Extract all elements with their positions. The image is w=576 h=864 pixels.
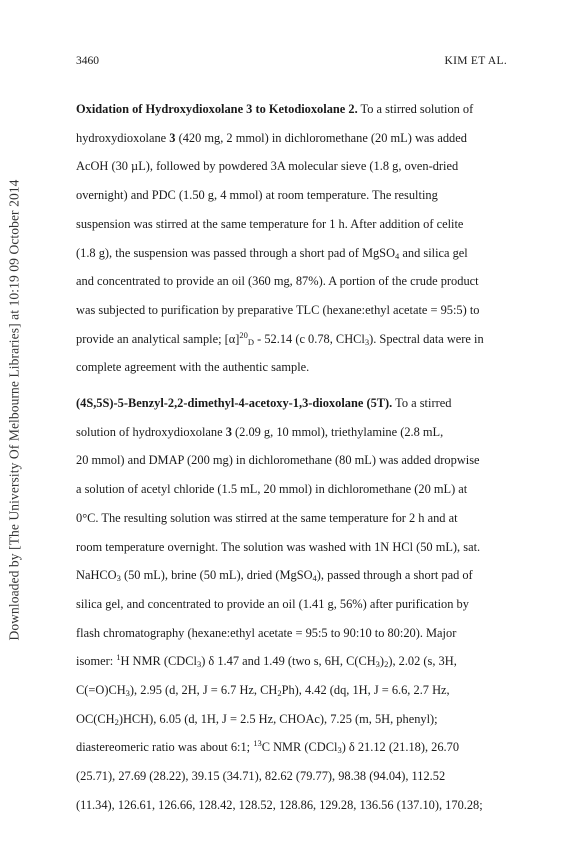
text-line: and concentrated to provide an oil (360 mg, 87%). A portion of the crude product: [76, 274, 479, 289]
text-line: (11.34), 126.61, 126.66, 128.42, 128.52, 128.86, 129.28, 136.56 (137.10), 170.28;: [76, 797, 483, 812]
text-line: was subjected to purification by preparative TLC (hexane:ethyl acetate = 95:5) to: [76, 302, 480, 317]
text-line: isomer: $^1$H NMR (CDCl$_3$) δ 1.47 and 1.49 (two s, 6H, $C(CH_3)_2$), 2.02 (s, 3H,: [76, 652, 457, 670]
text-line: NaHCO$_3$ (50 mL), brine (50 mL), dried (MgSO$_4$), passed through a short pad of: [76, 568, 473, 584]
text-line: hydroxydioxolane 3 (420 mg, 2 mmol) in dichloromethane (20 mL) was added: [76, 130, 467, 145]
text-line: a solution of acetyl chloride (1.5 mL, 20 mmol) in dichloromethane (20 mL) at: [76, 482, 468, 497]
oxidation-paragraph: [76, 95, 508, 382]
text-line: (4S,5S)-5-Benzyl-2,2-dimethyl-4-acetoxy-1,3-dioxolane (5T). To a stirred: [76, 396, 452, 410]
text-line: overnight) and PDC (1.50 g, 4 mmol) at room temperature. The resulting: [76, 188, 438, 203]
download-watermark: [2, 160, 28, 660]
section-heading: Oxidation of Hydroxydioxolane 3 to Ketodioxolane 2.: [76, 102, 358, 116]
text-line: diastereomeric ratio was about 6:1; $^{13}$C NMR (CDCl$_3$) δ 21.12 (21.18), 26.70: [76, 738, 460, 756]
text-line: (25.71), 27.69 (28.22), 39.15 (34.71), 82.62 (79.77), 98.38 (94.04), 112.52: [76, 769, 446, 784]
text-line: complete agreement with the authentic sample.: [76, 360, 310, 375]
text-line: AcOH (30 µL), followed by powdered 3A molecular sieve (1.8 g, oven-dried: [76, 159, 459, 174]
text-line: room temperature overnight. The solution was washed with 1N HCl (50 mL), sat.: [76, 539, 481, 554]
page-number: 3460: [76, 55, 99, 67]
text-line: solution of hydroxydioxolane 3 (2.09 g, 10 mmol), triethylamine (2.8 mL,: [76, 424, 444, 439]
text-line: $C(=O)CH_3$), 2.95 (d, 2H, J = 6.7 Hz, $CH_2Ph$), 4.42 (dq, 1H, J = 6.6, 2.7 Hz,: [76, 683, 450, 699]
text-line: 0°C. The resulting solution was stirred at the same temperature for 2 h and at: [76, 510, 458, 525]
text-line: suspension was stirred at the same temperature for 1 h. After addition of celite: [76, 216, 464, 231]
text-line: provide an analytical sample; $[\alpha]^{20}_D - 52.14$ (c 0.78, CHCl$_3$). Spectral data were in: [76, 329, 484, 347]
text-line: Oxidation of Hydroxydioxolane 3 to Ketodioxolane 2. To a stirred solution of: [76, 102, 474, 116]
download-note-text: Downloaded by [The University Of Melbourne Libraries] at 10:19 09 October 2014: [7, 179, 22, 641]
section-heading: (4S,5S)-5-Benzyl-2,2-dimethyl-4-acetoxy-1,3-dioxolane (5T).: [76, 396, 393, 410]
text-line: flash chromatography (hexane:ethyl acetate = 95:5 to 90:10 to 80:20). Major: [76, 625, 457, 640]
running-head: KIM ET AL.: [444, 55, 507, 67]
text-line: silica gel, and concentrated to provide an oil (1.41 g, 56%) after purification by: [76, 596, 469, 611]
acetylation-paragraph: [76, 389, 508, 820]
text-line: $OC(CH_2)HCH$), 6.05 (d, 1H, J = 2.5 Hz, CHOAc), 7.25 (m, 5H, phenyl);: [76, 711, 438, 727]
text-line: 20 mmol) and DMAP (200 mg) in dichloromethane (80 mL) was added dropwise: [76, 453, 480, 468]
text-line: (1.8 g), the suspension was passed through a short pad of MgSO$_4$ and silica gel: [76, 245, 468, 261]
